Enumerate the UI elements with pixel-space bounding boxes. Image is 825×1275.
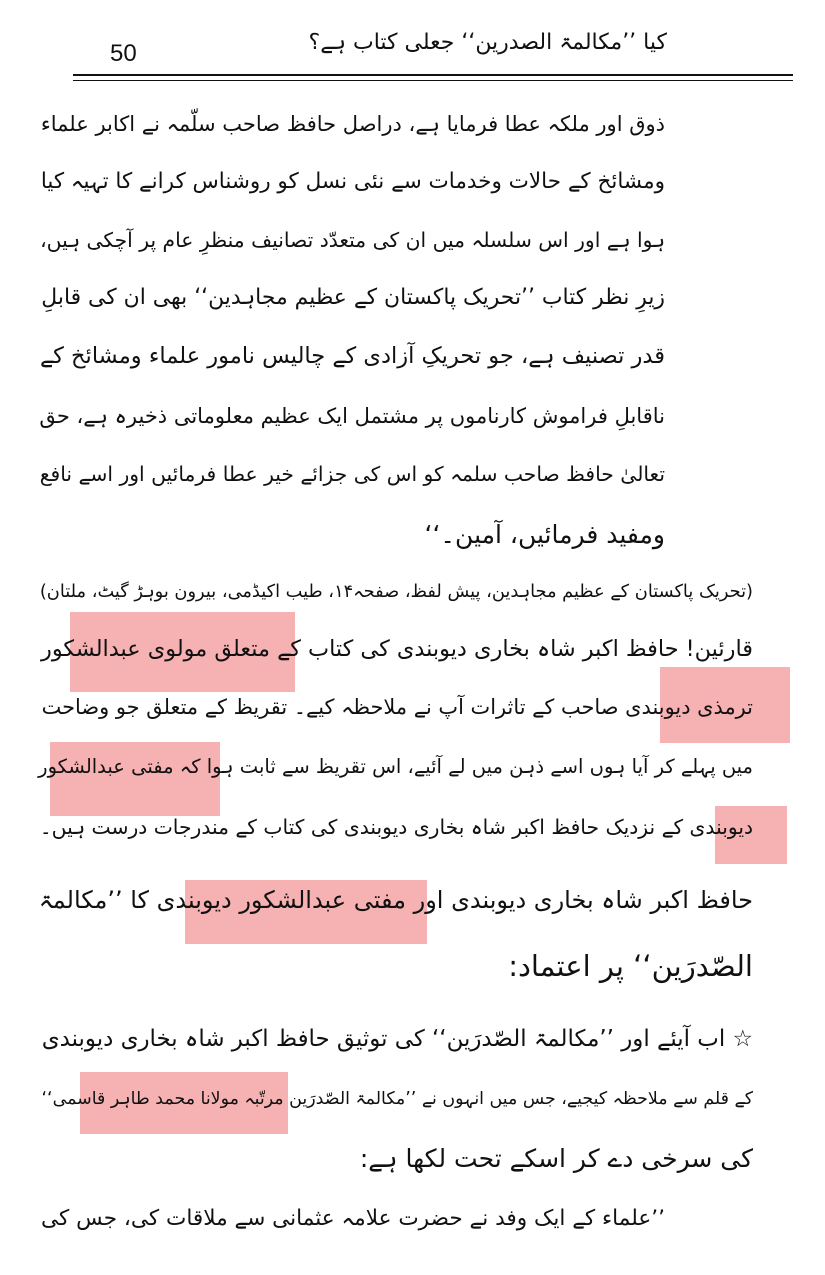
header-rule	[73, 74, 793, 76]
text-line: میں پہلے کر آیا ہوں اسے ذہن میں لے آئیے، اس تقریظ سے ثابت ہوا کہ مفتی عبدالشکور	[38, 755, 753, 778]
section-heading-line: حافظ اکبر شاہ بخاری دیوبندی اور مفتی عبدالشکور دیوبندی کا ’’مکالمۃ	[38, 886, 753, 914]
section-heading-line: الصّدرَین‘‘ پر اعتماد:	[508, 949, 753, 983]
text-line: کے قلم سے ملاحظہ کیجیے، جس میں انہوں نے ’’مکالمۃ الصّدرَین مرتّبہ مولانا محمد طاہر قاسمی‘‘	[41, 1089, 753, 1109]
text-line: ’’علماء کے ایک وفد نے حضرت علامہ عثمانی سے ملاقات کی، جس کی	[41, 1206, 665, 1231]
page-number: 50	[110, 40, 137, 67]
text-line: ناقابلِ فراموش کارناموں پر مشتمل ایک عظیم معلوماتی ذخیرہ ہے، حق	[39, 404, 665, 428]
text-line: ومشائخ کے حالات وخدمات سے نئی نسل کو روشناس کرانے کا تہیہ کیا	[40, 169, 665, 194]
text-line: ہوا ہے اور اس سلسلہ میں ان کی متعدّد تصانیف منظرِ عام پر آچکی ہیں،	[40, 228, 665, 252]
text-line: ترمذی دیوبندی صاحب کے تاثرات آپ نے ملاحظہ کیے۔ تقریظ کے متعلق جو وضاحت	[41, 695, 753, 719]
header-rule-thin	[73, 80, 793, 81]
text-line: ذوق اور ملکہ عطا فرمایا ہے، دراصل حافظ صاحب سلّمہ نے اکابر علماء	[40, 112, 665, 136]
text-line: زیرِ نظر کتاب ’’تحریک پاکستان کے عظیم مجاہدین‘‘ بھی ان کی قابلِ	[41, 285, 665, 310]
text-line: قدر تصنیف ہے، جو تحریکِ آزادی کے چالیس نامور علماء ومشائخ کے	[39, 343, 665, 369]
text-line: قارئین! حافظ اکبر شاہ بخاری دیوبندی کی کتاب کے متعلق مولوی عبدالشکور	[41, 636, 753, 662]
running-header-title: کیا ’’مکالمۃ الصدرین‘‘ جعلی کتاب ہے؟	[308, 30, 667, 55]
text-line: دیوبندی کے نزدیک حافظ اکبر شاہ بخاری دیوبندی کی کتاب کے مندرجات درست ہیں۔	[39, 815, 753, 839]
text-line: ومفید فرمائیں، آمین۔‘‘	[424, 520, 665, 549]
text-line: کی سرخی دے کر اسکے تحت لکھا ہے:	[359, 1144, 753, 1173]
text-line: تعالیٰ حافظ صاحب سلمہ کو اس کی جزائے خیر عطا فرمائیں اور اسے نافع	[39, 462, 665, 486]
citation-line: (تحریک پاکستان کے عظیم مجاہدین، پیش لفظ، صفحہ۱۴، طیب اکیڈمی، بیرون بوہڑ گیٹ، ملتان)	[39, 581, 753, 602]
text-line: ☆ اب آیئے اور ’’مکالمۃ الصّدرَین‘‘ کی توثیق حافظ اکبر شاہ بخاری دیوبندی	[41, 1026, 753, 1052]
